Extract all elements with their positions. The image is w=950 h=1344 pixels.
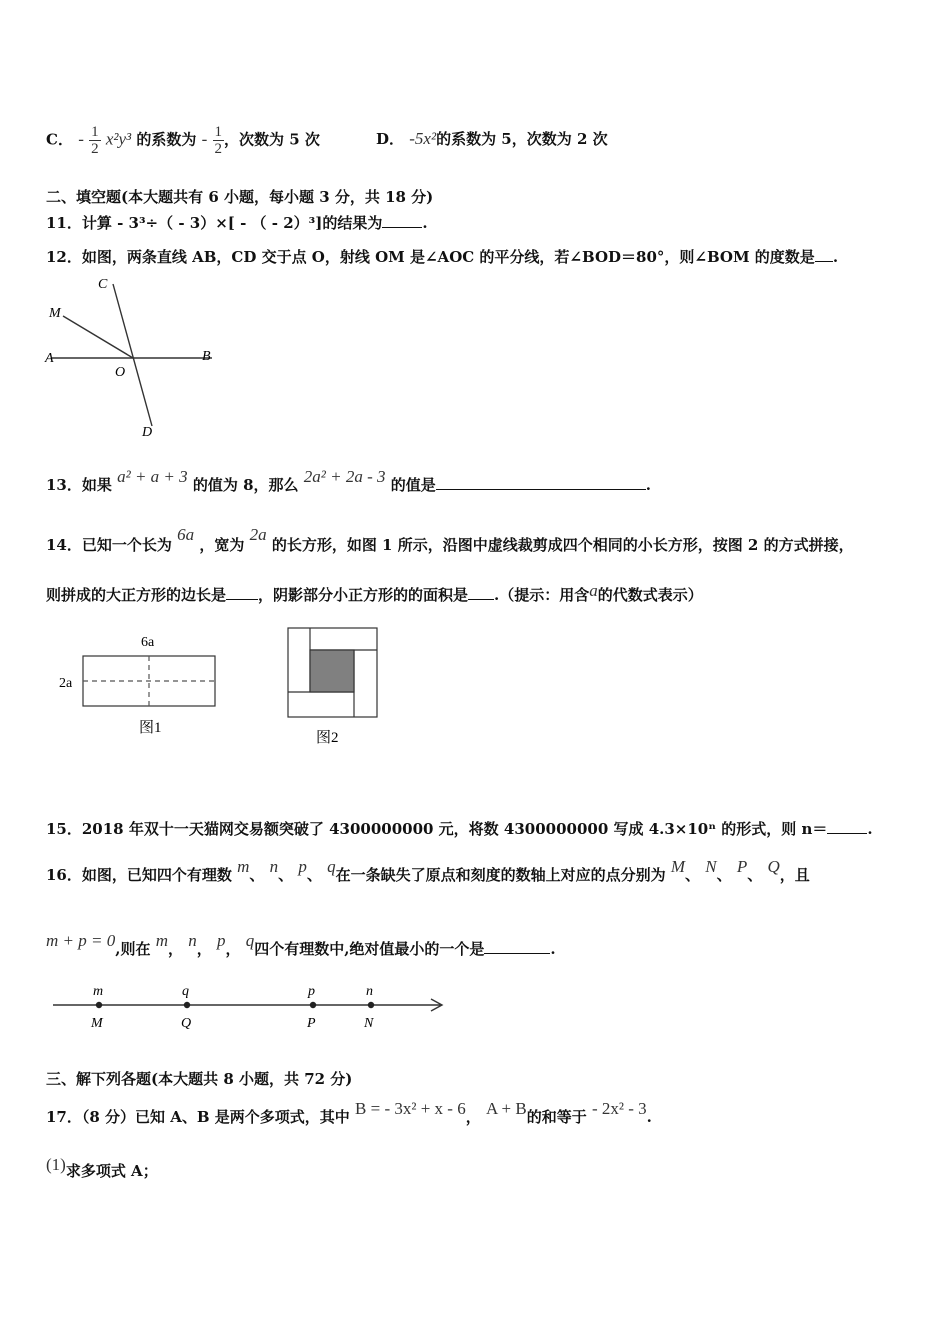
dimension-label: 6a xyxy=(141,635,155,650)
axis-var-label: q xyxy=(182,984,189,999)
ray-om xyxy=(63,316,133,358)
option-label: D． xyxy=(376,130,405,148)
math-expression: 2a xyxy=(249,525,267,544)
q16-number-line xyxy=(45,980,455,1036)
question-16: 16．如图，已知四个有理数 m、 n、 p、 q在一条缺失了原点和刻度的数轴上对应的点分别为 M、 N、 P、 Q，且 xyxy=(46,857,810,884)
answer-blank[interactable] xyxy=(827,819,867,834)
point-n xyxy=(368,1002,374,1008)
section-heading: 三、解下列各题(本大题共 8 小题，共 72 分) xyxy=(46,1070,353,1088)
point-p xyxy=(310,1002,316,1008)
axis-point-label: M xyxy=(91,1016,103,1031)
axis-var-label: p xyxy=(308,984,315,999)
question-16-line-2: m + p = 0,则在 m， n， p， q四个有理数中,绝对值最小的一个是 . xyxy=(46,931,556,958)
math-expression: - 2x² - 3 xyxy=(591,1099,647,1118)
fraction: $\frac{1}{2}$ xyxy=(214,124,223,157)
option-label: C． xyxy=(46,130,73,149)
answer-blank[interactable] xyxy=(226,585,258,600)
point-label: O xyxy=(115,365,126,380)
axis-var-label: n xyxy=(366,984,373,999)
point-label: C xyxy=(98,277,108,292)
point-q xyxy=(184,1002,190,1008)
math-expression: a² + a + 3 xyxy=(117,467,188,486)
axis-point-label: P xyxy=(307,1016,316,1031)
point-label: A xyxy=(45,351,54,366)
option-text: ，次数为 5 次 xyxy=(224,130,320,149)
option-c: C． - $\frac{1}{2}$ x²y³ 的系数为 - $\frac{1}{2}$ ，次数为 5 次 xyxy=(46,124,320,157)
option-text: 的系数为 5，次数为 2 次 xyxy=(436,130,608,148)
point-label: D xyxy=(142,425,153,440)
axis-var-label: m xyxy=(93,984,104,999)
question-11: 11．计算 - 3³÷（ - 3）×[ - （ - 2）³]的结果为 . xyxy=(46,214,428,232)
answer-blank[interactable] xyxy=(382,213,422,228)
math-expression: B = - 3x² + x - 6 xyxy=(355,1099,466,1118)
question-15: 15．2018 年双十一天猫网交易额突破了 4300000000 元，将数 4300000000 写成 4.3×10ⁿ 的形式，则 n＝ . xyxy=(46,820,873,838)
option-d xyxy=(376,128,608,149)
axis-point-label: Q xyxy=(181,1016,192,1031)
point-m xyxy=(96,1002,102,1008)
question-17: 17．（8 分）已知 A、B 是两个多项式，其中 B = - 3x² + x - 6， A + B的和等于 - 2x² - 3. xyxy=(46,1099,652,1126)
line-cd xyxy=(113,284,152,426)
question-12: 12．如图，两条直线 AB，CD 交于点 O，射线 OM 是∠AOC 的平分线，若∠BOD＝80°，则∠BOM 的度数是 . xyxy=(46,248,839,266)
math-expression: 6a xyxy=(177,525,195,544)
figure-caption: 图1 xyxy=(139,720,162,736)
answer-blank[interactable] xyxy=(484,939,550,954)
answer-blank[interactable] xyxy=(468,585,494,600)
monomial: -5x² xyxy=(409,129,437,148)
question-17-part-1: (1)求多项式 A； xyxy=(46,1155,158,1180)
question-13: 13．如果 a² + a + 3 的值为 8，那么 2a² + 2a - 3 的值是 . xyxy=(46,467,652,494)
point-label: B xyxy=(202,349,211,364)
q14-figure-1 xyxy=(55,630,235,740)
minus-sign: - xyxy=(78,129,84,149)
monomial: x²y³ xyxy=(105,129,132,149)
option-text: 的系数为 xyxy=(136,130,197,149)
q14-figure-2 xyxy=(280,622,390,752)
answer-blank[interactable] xyxy=(436,475,646,490)
answer-blank[interactable] xyxy=(815,247,833,262)
section-heading: 二、填空题(本大题共有 6 小题，每小题 3 分，共 18 分) xyxy=(46,188,434,206)
question-14: 14．已知一个长为 6a ，宽为 2a 的长方形，如图 1 所示，沿图中虚线裁剪成四个相同的小长方形，按图 2 的方式拼接， xyxy=(46,525,854,554)
axis-point-label: N xyxy=(364,1016,374,1031)
figure-caption: 图2 xyxy=(316,730,339,746)
question-14-line-2: 则拼成的大正方形的边长是 ，阴影部分小正方形的的面积是 .（提示：用含a的代数式表示） xyxy=(46,581,703,604)
dimension-label: 2a xyxy=(59,676,73,691)
math-expression: 2a² + 2a - 3 xyxy=(303,467,386,486)
math-expression: A + B xyxy=(485,1099,527,1118)
shaded-square xyxy=(310,650,354,692)
math-expression: m + p = 0 xyxy=(46,931,116,950)
q12-angle-figure xyxy=(40,270,230,445)
fraction: $\frac{1}{2}$ xyxy=(91,124,99,157)
point-label: M xyxy=(49,306,61,321)
